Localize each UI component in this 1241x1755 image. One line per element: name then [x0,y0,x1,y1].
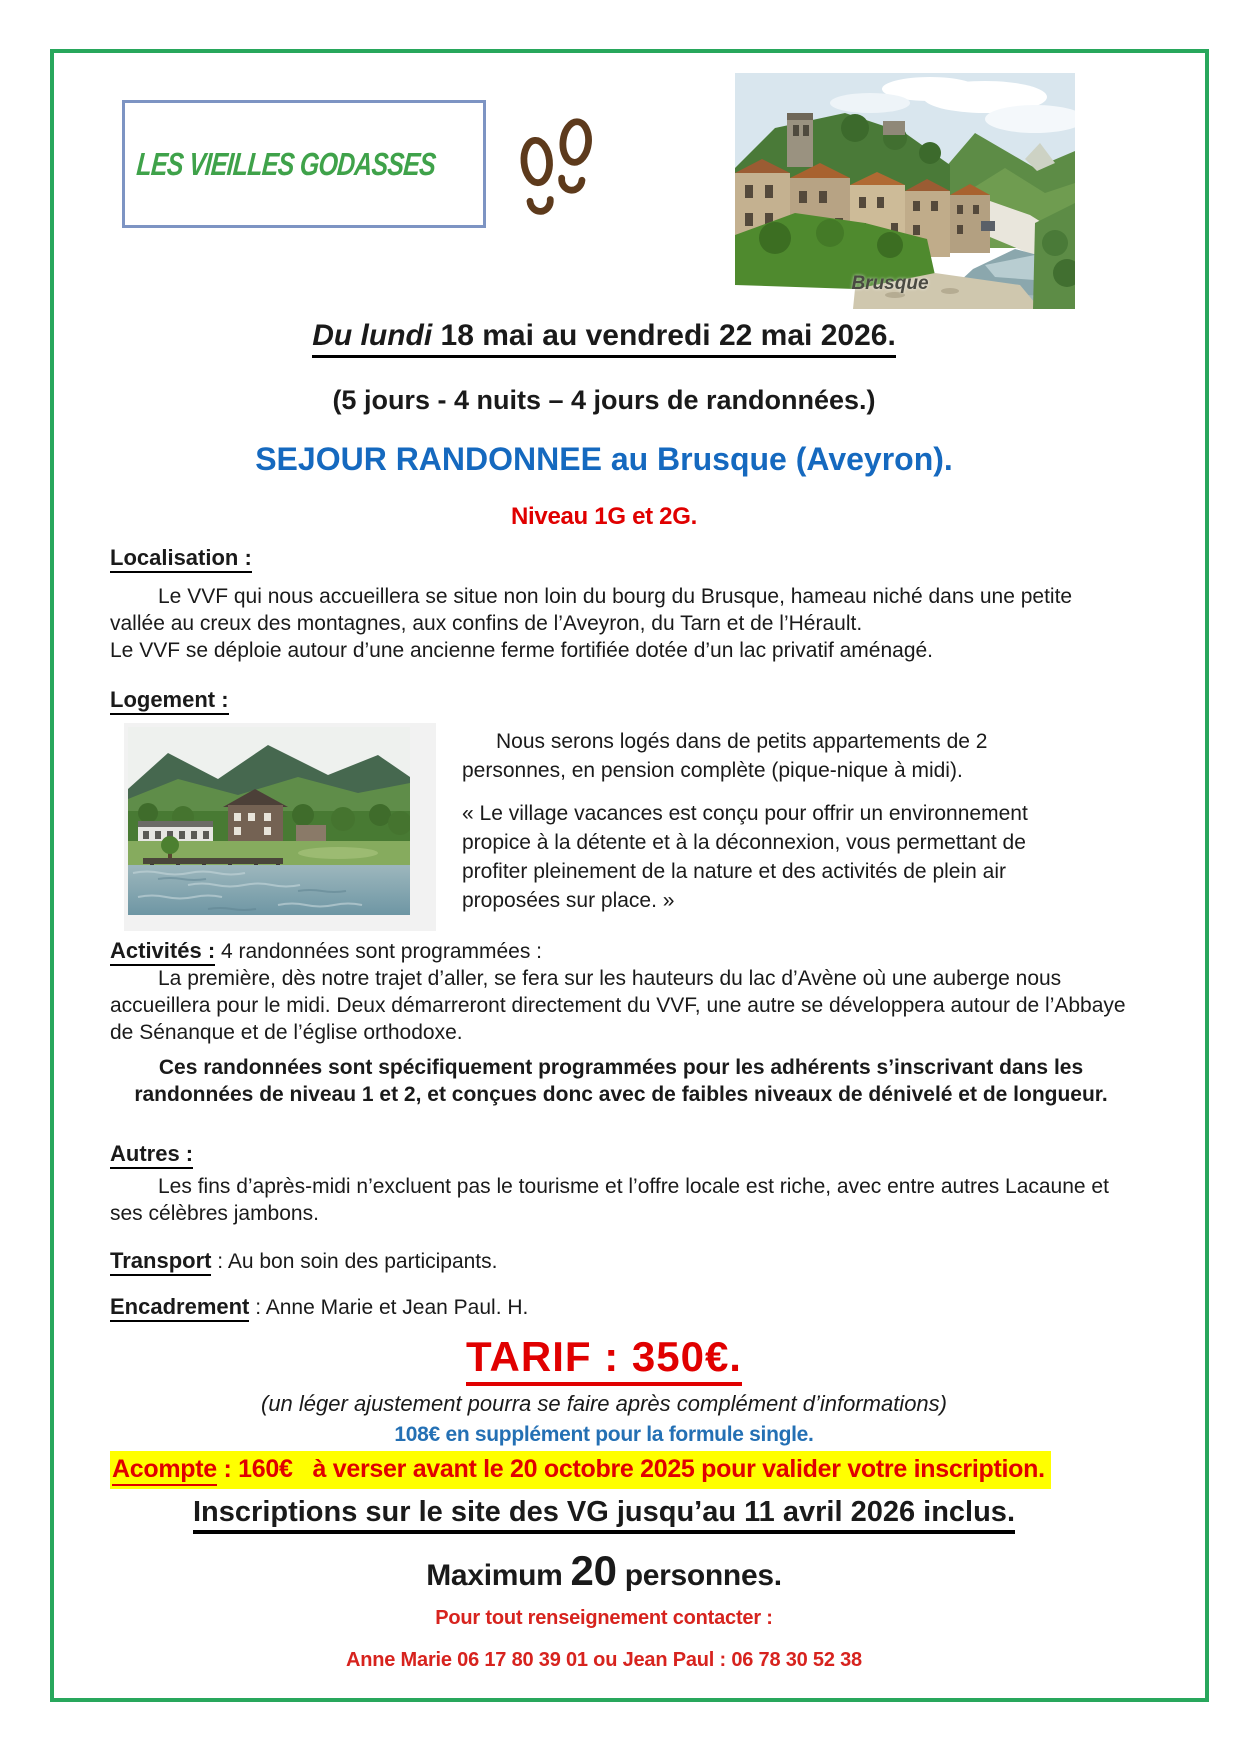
section-activites [110,937,1132,1108]
logement-paragraph-1: Nous serons logés dans de petits appartements de 2 personnes, en pension complète (pique-nique à midi). [462,730,988,782]
contact-title: Pour tout renseignement contacter : [435,1607,773,1629]
acompte-highlight [110,1451,1051,1489]
encadrement-text: : Anne Marie et Jean Paul. H. [249,1296,529,1319]
logement-text [462,723,1094,931]
date-title [84,319,1124,353]
duration-subtitle: (5 jours - 4 nuits – 4 jours de randonnées.) [332,385,876,415]
section-logement [110,687,1132,931]
section-autres [110,1141,1132,1227]
activites-intro: 4 randonnées sont programmées : [215,940,543,963]
main-title: SEJOUR RANDONNEE au Brusque (Aveyron). [255,441,953,477]
single-supplement-note: 108€ en supplément pour la formule single. [394,1423,814,1446]
club-logo [122,100,486,228]
lake-photo-illustration [128,727,410,915]
acompte-text: : 160€ à verser avant le 20 octobre 2025 pour valider votre inscription. [216,1455,1045,1483]
page-border-frame [50,49,1209,1702]
maximum-number: 20 [570,1547,617,1594]
village-photo-caption: Brusque [851,273,929,294]
localisation-paragraph-2: Le VVF se déploie autour d’une ancienne ferme fortifiée dotée d’un lac privatif aménagé. [110,639,934,662]
transport-label: Transport [110,1248,211,1276]
section-transport [110,1247,1132,1275]
activites-paragraph-1: La première, dès notre trajet d’aller, se fera sur les hauteurs du lac d’Avène où une auberge nous accueillera pour le midi. Deux démarreront directement du VVF, une autre se développera autour de l’Abbaye de Sénanque et de l’église orthodoxe. [110,967,1126,1044]
tarif-line: TARIF : 350€. [84,1333,1124,1381]
encadrement-label: Encadrement [110,1294,249,1322]
section-localisation [110,545,1132,664]
activites-paragraph-2: Ces randonnées sont spécifiquement programmées pour les adhérents s’inscrivant dans les randonnées de niveau 1 et 2, et conçues donc avec de faibles niveaux de dénivelé et de longueur. [134,1056,1108,1106]
localisation-heading: Localisation : [110,545,1132,571]
date-title-rest: 18 mai au vendredi 22 mai 2026. [432,319,896,352]
club-logo-text: LES VIEILLES GODASSES [135,145,437,182]
acompte-row [110,1451,1170,1489]
village-photo [735,73,1075,309]
autres-heading: Autres : [110,1141,1132,1167]
level-subtitle: Niveau 1G et 2G. [511,503,697,530]
transport-text: : Au bon soin des participants. [211,1250,498,1273]
section-encadrement [110,1293,1132,1321]
tarif-adjust-note: (un léger ajustement pourra se faire après complément d’informations) [261,1391,947,1416]
autres-paragraph: Les fins d’après-midi n’excluent pas le tourisme et l’offre locale est riche, avec entre autres Lacaune et ses célèbres jambons. [110,1175,1109,1225]
maximum-line [84,1547,1124,1595]
logement-paragraph-2: « Le village vacances est conçu pour offrir un environnement propice à la détente et à la déconnexion, vous permettant de profiter pleinement de la nature et des activités de plein air proposées sur place. » [462,802,1028,912]
logement-heading: Logement : [110,687,1132,713]
maximum-suffix: personnes. [616,1559,782,1592]
activites-heading-line [110,937,1132,965]
footprints-icon [518,112,596,216]
localisation-paragraph-1: Le VVF qui nous accueillera se situe non loin du bourg du Brusque, hameau niché dans une petite vallée au creux des montagnes, aux confins de l’Aveyron, du Tarn et de l’Hérault. [110,585,1073,635]
contact-info: Anne Marie 06 17 80 39 01 ou Jean Paul : 06 78 30 52 38 [346,1649,862,1671]
lake-photo [124,723,436,931]
activites-heading: Activités : [110,938,215,966]
maximum-prefix: Maximum [426,1559,571,1592]
date-title-italic: Du lundi [312,319,433,352]
inscriptions-line: Inscriptions sur le site des VG jusqu’au 11 avril 2026 inclus. [84,1496,1124,1529]
acompte-label: Acompte [112,1455,217,1486]
